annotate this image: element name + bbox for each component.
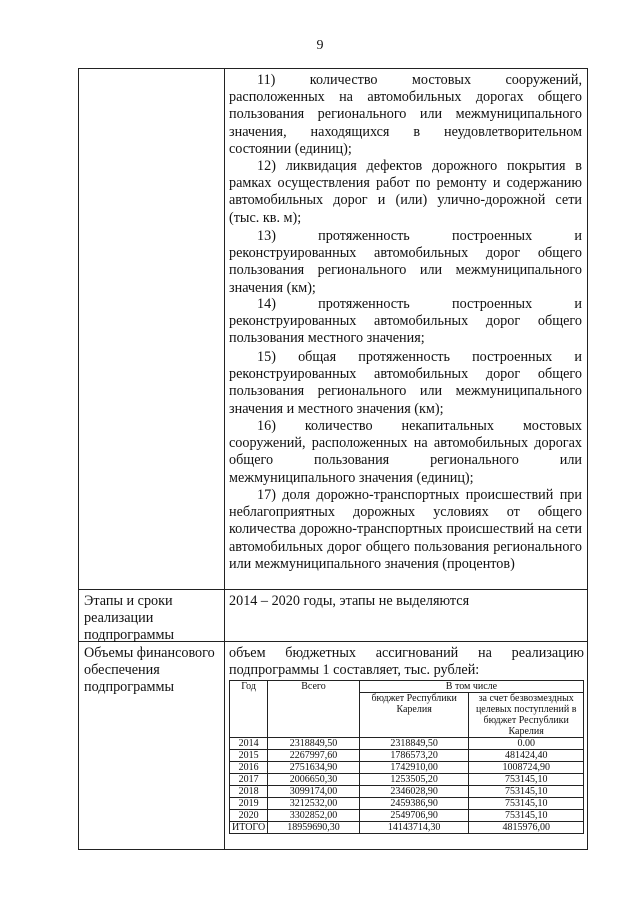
table-row	[230, 774, 584, 786]
header-year: Год	[230, 681, 268, 738]
header-budget: бюджет Республики Карелия	[359, 693, 469, 738]
indicator-17: 17) доля дорожно-транспортных происшествий при неблагоприятных дорожных условиях от общего количества дорожно-транспортных происшествий на сети автомобильных дорог общего пользования регионального или межмуниципального значения (процентов)	[229, 487, 582, 572]
cell-year: 2016	[230, 762, 268, 774]
table-row	[230, 738, 584, 750]
cell-grants: 481424,40	[469, 750, 584, 762]
cell-total: 3302852,00	[268, 810, 360, 822]
cell-year: 2019	[230, 798, 268, 810]
table-row	[230, 810, 584, 822]
financing-intro: объем бюджетных ассигнований на реализацию подпрограммы 1 составляет, тыс. рублей:	[229, 645, 584, 679]
cell-year: 2020	[230, 810, 268, 822]
indicator-15: 15) общая протяженность построенных и реконструированных автомобильных дорог общего пользования регионального или межмуниципального значения и местного значения (км);	[229, 349, 582, 417]
indicator-14: 14) протяженность построенных и реконструированных автомобильных дорог общего пользования местного значения;	[229, 296, 582, 347]
cell-grants: 753145,10	[469, 786, 584, 798]
page-number: 9	[316, 38, 324, 53]
table-border-right	[587, 68, 588, 850]
stages-label: Этапы и сроки реализации подпрограммы	[84, 593, 174, 644]
cell-budget: 1786573,20	[359, 750, 469, 762]
cell-budget: 2459386,90	[359, 798, 469, 810]
table-row	[230, 798, 584, 810]
table-border-bottom	[78, 849, 588, 850]
table-border-middle	[224, 68, 225, 850]
header-including: В том числе	[359, 681, 583, 693]
cell-grants: 753145,10	[469, 798, 584, 810]
cell-total: 3212532,00	[268, 798, 360, 810]
table-row	[230, 786, 584, 798]
indicator-13: 13) протяженность построенных и реконструированных автомобильных дорог общего пользования регионального или межмуниципального значения (км);	[229, 228, 582, 296]
indicator-11: 11) количество мостовых сооружений, расположенных на автомобильных дорогах общего пользования регионального или межмуниципального значения, находящихся в неудовлетворительном состоянии (единиц);	[229, 72, 582, 157]
table-border-top	[78, 68, 588, 69]
financing-label: Объемы финансового обеспечения подпрограммы	[84, 645, 215, 696]
cell-year: 2015	[230, 750, 268, 762]
cell-total: 18959690,30	[268, 822, 360, 834]
cell-total: 3099174,00	[268, 786, 360, 798]
header-total: Всего	[268, 681, 360, 738]
indicator-12: 12) ликвидация дефектов дорожного покрытия в рамках осуществления работ по ремонту и содержанию автомобильных дорог и (или) улично-дорожной сети (тыс. кв. м);	[229, 158, 582, 226]
table-row	[230, 762, 584, 774]
table-row	[230, 822, 584, 834]
cell-year: 2014	[230, 738, 268, 750]
cell-grants: 4815976,00	[469, 822, 584, 834]
financing-table-body	[230, 738, 584, 834]
cell-total: 2751634,90	[268, 762, 360, 774]
cell-total: 2267997,60	[268, 750, 360, 762]
cell-budget: 14143714,30	[359, 822, 469, 834]
cell-total: 2006650,30	[268, 774, 360, 786]
cell-budget: 2549706,90	[359, 810, 469, 822]
cell-year: 2017	[230, 774, 268, 786]
cell-grants: 0.00	[469, 738, 584, 750]
cell-budget: 2346028,90	[359, 786, 469, 798]
cell-grants: 753145,10	[469, 774, 584, 786]
cell-budget: 1253505,20	[359, 774, 469, 786]
cell-grants: 1008724,90	[469, 762, 584, 774]
header-grants: за счет безвозмездных целевых поступлений в бюджет Республики Карелия	[469, 693, 584, 738]
stages-value: 2014 – 2020 годы, этапы не выделяются	[229, 593, 470, 609]
cell-total: 2318849,50	[268, 738, 360, 750]
indicator-16: 16) количество некапитальных мостовых сооружений, расположенных на автомобильных дорогах общего пользования регионального или межмуниципального значения (единиц);	[229, 418, 582, 486]
financing-table	[229, 680, 584, 834]
cell-budget: 1742910,00	[359, 762, 469, 774]
row-divider-stages	[78, 589, 588, 590]
table-border-left	[78, 68, 79, 850]
cell-year: ИТОГО	[230, 822, 268, 834]
cell-budget: 2318849,50	[359, 738, 469, 750]
table-row	[230, 750, 584, 762]
cell-year: 2018	[230, 786, 268, 798]
cell-grants: 753145,10	[469, 810, 584, 822]
